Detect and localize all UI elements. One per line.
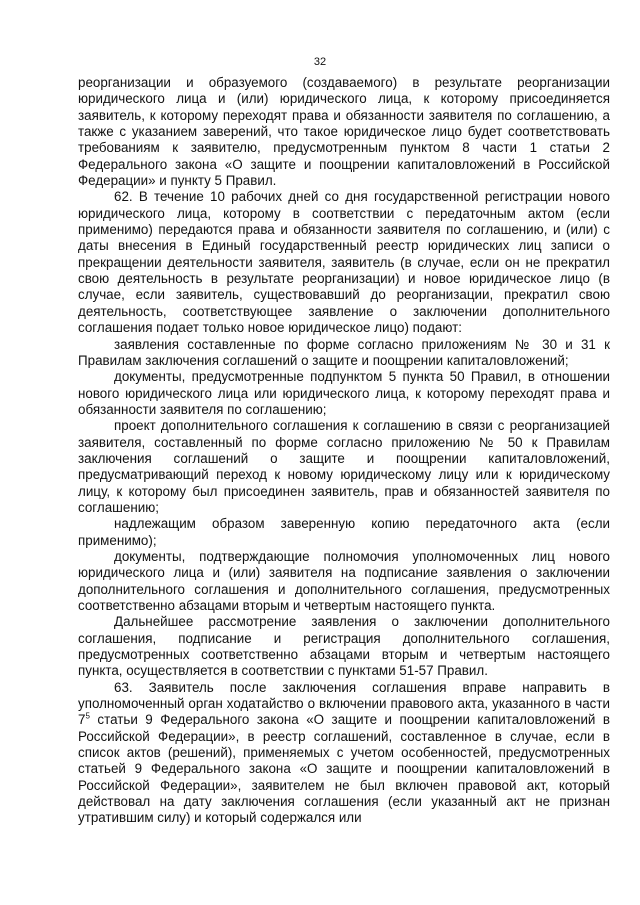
paragraph-further-review: Дальнейшее рассмотрение заявления о заключении дополнительного соглашения, подписание и регистрация дополнительного соглашения, предусмотренных соответственно абзацами вторым и четвертым настоящего пункта, осуществляется в соответствии с пунктами 51-57 Правил.	[78, 614, 610, 679]
paragraph-transfer-act-copy: надлежащим образом заверенную копию передаточного акта (если применимо);	[78, 516, 610, 548]
paragraph-item-63	[78, 680, 610, 827]
paragraph-continuation: реорганизации и образуемого (создаваемого) в результате реорганизации юридического лица и (или) юридического лица, к которому присоединяется заявитель, к которому переходят права и обязанности заявителя по соглашению, а также с указанием заверений, что такое юридическое лицо будет соответствовать требованиям к заявителю, предусмотренным пунктом 8 части 1 статьи 2 Федерального закона «О защите и поощрении капиталовложений в Российской Федерации» и пункту 5 Правил.	[78, 75, 610, 189]
paragraph-applications: заявления составленные по форме согласно приложениям № 30 и 31 к Правилам заключения соглашений о защите и поощрении капиталовложений;	[78, 336, 610, 368]
paragraph-documents: документы, предусмотренные подпунктом 5 пункта 50 Правил, в отношении нового юридического лица или юридического лица, к которому переходят права и обязанности заявителя по соглашению;	[78, 369, 610, 417]
page-number: 32	[313, 56, 327, 68]
document-body	[78, 75, 610, 827]
paragraph-draft-agreement: проект дополнительного соглашения к соглашению в связи с реорганизацией заявителя, составленный по форме согласно приложению № 50 к Правилам заключения соглашений о защите и поощрении капиталовложений, предусматривающий переход к новому юридическому лицу или к юридическому лицу, к которому был присоединен заявитель, прав и обязанностей заявителя по соглашению;	[78, 418, 610, 515]
paragraph-item-63-text-before: 63. Заявитель после заключения соглашения вправе направить в уполномоченный орган ходатайство о включении правового акта, указанного в части 7	[78, 679, 610, 728]
paragraph-authority-documents: документы, подтверждающие полномочия уполномоченных лиц нового юридического лица и (или) заявителя на подписание заявления о заключении дополнительного соглашения и дополнительного соглашения, предусмотренных соответственно абзацами вторым и четвертым настоящего пункта.	[78, 548, 610, 613]
paragraph-item-63-superscript: 5	[85, 711, 90, 721]
paragraph-item-62: 62. В течение 10 рабочих дней со дня государственной регистрации нового юридического лица, которому в соответствии с передаточным актом (если применимо) передаются права и обязанности заявителя по соглашению, и (или) с даты внесения в Единый государственный реестр юридических лиц записи о прекращении деятельности заявителя, заявитель (в случае, если он не прекратил свою деятельность в результате реорганизации) и новое юридическое лицо (в случае, если заявитель, существовавший до реорганизации, прекратил свою деятельность, соответствующее заявление о заключении дополнительного соглашения подает только новое юридическое лицо) подают:	[78, 189, 610, 336]
paragraph-item-63-text-after: статьи 9 Федерального закона «О защите и поощрении капиталовложений в Российской Федерации», в реестр соглашений, составленное в случае, если в список актов (решений), применяемых с учетом особенностей, предусмотренных статьей 9 Федерального закона «О защите и поощрении капиталовложений в Российской Федерации», заявителем не был включен правовой акт, который действовал на дату заключения соглашения (если указанный акт не признан утратившим силу) и который содержался или	[78, 712, 610, 826]
